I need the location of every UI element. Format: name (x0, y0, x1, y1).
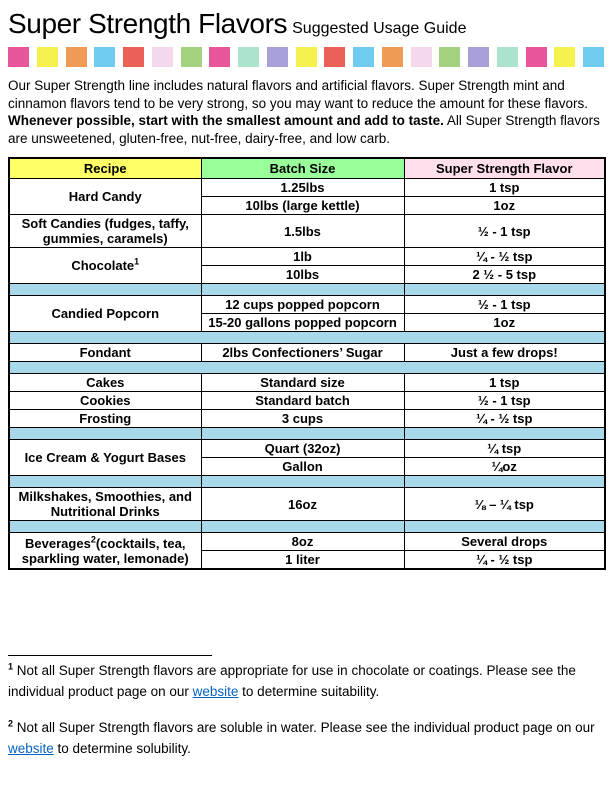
flavor-cell: 2 ½ - 5 tsp (404, 266, 605, 284)
flavor-cell: ¼ - ½ tsp (404, 551, 605, 570)
recipe-cell (9, 215, 201, 248)
batch-cell: 2lbs Confectioners’ Sugar (201, 344, 404, 362)
footnote-2-marker: 2 (8, 718, 14, 729)
batch-cell: 1 liter (201, 551, 404, 570)
usage-table (8, 157, 606, 570)
flavor-cell: ½ - 1 tsp (404, 392, 605, 410)
footnote-ref-2: 2 (90, 534, 96, 545)
separator-row (9, 476, 605, 488)
color-strip-square (468, 47, 489, 67)
recipe-cell (9, 179, 201, 215)
batch-cell: 1lb (201, 248, 404, 266)
separator-cell (201, 521, 404, 533)
recipe-label: Beverages (25, 535, 91, 551)
color-strip-square (411, 47, 432, 67)
separator-cell (404, 428, 605, 440)
separator-row (9, 284, 605, 296)
color-strip-square (439, 47, 460, 67)
batch-cell: Gallon (201, 458, 404, 476)
separator-cell (201, 284, 404, 296)
recipe-label: Frosting (79, 411, 132, 426)
table-row (9, 410, 605, 428)
separator-row (9, 428, 605, 440)
separator-cell (9, 521, 201, 533)
color-strip-square (8, 47, 29, 67)
table-row (9, 533, 605, 551)
separator-cell (9, 284, 201, 296)
separator-row (9, 332, 605, 344)
separator-cell (404, 284, 605, 296)
color-strip-square (267, 47, 288, 67)
separator-cell (9, 362, 605, 374)
footnote-2-text-after: to determine solubility. (53, 740, 191, 756)
footnote-1-text-before: Not all Super Strength flavors are appropriate for use in chocolate or coatings. Please see the individual product page on our (8, 663, 576, 699)
flavor-cell: 1 tsp (404, 374, 605, 392)
column-header-recipe: Recipe (9, 158, 201, 179)
color-strip-square (238, 47, 259, 67)
recipe-label: Ice Cream & Yogurt Bases (24, 450, 186, 465)
batch-cell: 8oz (201, 533, 404, 551)
color-strip-square (66, 47, 87, 67)
website-link[interactable]: website (8, 740, 54, 756)
table-row (9, 215, 605, 248)
separator-cell (9, 428, 201, 440)
color-strip-square (296, 47, 317, 67)
website-link[interactable]: website (192, 683, 239, 699)
batch-cell: 15-20 gallons popped popcorn (201, 314, 404, 332)
recipe-label: Soft Candies (fudges, taffy, gummies, caramels) (21, 216, 189, 246)
intro-text-bold: Whenever possible, start with the smallest amount and add to taste. (8, 113, 444, 128)
flavor-cell: 1oz (404, 314, 605, 332)
batch-cell: Standard batch (201, 392, 404, 410)
footnote-separator-line (8, 655, 212, 656)
flavor-cell: ⅛ – ¼ tsp (404, 488, 605, 521)
footnote-1-text-after: to determine suitability. (238, 683, 380, 699)
color-strip-square (382, 47, 403, 67)
color-strip-square (209, 47, 230, 67)
recipe-cell (9, 296, 201, 332)
flavor-cell: ¼oz (404, 458, 605, 476)
color-strip-square (583, 47, 604, 67)
batch-cell: 10lbs (large kettle) (201, 197, 404, 215)
color-strip-square (94, 47, 115, 67)
batch-cell: 1.5lbs (201, 215, 404, 248)
flavor-cell: ¼ - ½ tsp (404, 248, 605, 266)
separator-row (9, 362, 605, 374)
color-strip-square (123, 47, 144, 67)
footnote-1-marker: 1 (8, 661, 14, 672)
color-strip-square (497, 47, 518, 67)
recipe-label: Fondant (79, 345, 131, 360)
recipe-label-detail: (cocktails, tea, sparkling water, lemonade) (21, 535, 189, 566)
batch-cell: 10lbs (201, 266, 404, 284)
intro-text-before: Our Super Strength line includes natural flavors and artificial flavors. Super Strength mint and cinnamon flavors tend to be very strong, so you may want to reduce the amount for these flavors. (8, 78, 589, 111)
recipe-cell (9, 533, 201, 570)
title-text: Super Strength Flavors (8, 8, 288, 39)
table-row (9, 248, 605, 266)
recipe-cell (9, 392, 201, 410)
intro-paragraph (8, 77, 604, 147)
footnotes-section (8, 655, 596, 775)
color-strip-square (37, 47, 58, 67)
batch-cell: Standard size (201, 374, 404, 392)
recipe-cell (9, 248, 201, 284)
separator-cell (9, 476, 201, 488)
recipe-cell (9, 488, 201, 521)
color-strip-square (181, 47, 202, 67)
flavor-cell: Just a few drops! (404, 344, 605, 362)
recipe-cell (9, 440, 201, 476)
footnote-2-text-before: Not all Super Strength flavors are soluble in water. Please see the individual product page on our (13, 720, 595, 735)
table-row (9, 440, 605, 458)
recipe-label: Cookies (79, 393, 131, 408)
color-strip (8, 47, 604, 67)
separator-cell (9, 332, 605, 344)
page-title (8, 8, 604, 40)
table-row (9, 374, 605, 392)
separator-row (9, 521, 605, 533)
separator-cell (404, 476, 605, 488)
flavor-cell: 1oz (404, 197, 605, 215)
recipe-label: Hard Candy (68, 189, 142, 204)
flavor-cell: ½ - 1 tsp (404, 215, 605, 248)
table-row (9, 392, 605, 410)
recipe-cell (9, 344, 201, 362)
flavor-cell: ¼ - ½ tsp (404, 410, 605, 428)
column-header-flavor: Super Strength Flavor (404, 158, 605, 179)
flavor-cell: ½ - 1 tsp (404, 296, 605, 314)
recipe-label: Milkshakes, Smoothies, and Nutritional Drinks (18, 489, 192, 519)
batch-cell: 3 cups (201, 410, 404, 428)
table-header-row (9, 158, 605, 179)
table-row (9, 296, 605, 314)
recipe-cell (9, 374, 201, 392)
flavor-cell: ¼ tsp (404, 440, 605, 458)
color-strip-square (324, 47, 345, 67)
column-header-batch-size: Batch Size (201, 158, 404, 179)
recipe-label: Candied Popcorn (51, 306, 160, 321)
intro-text-after: All Super Strength flavors are unsweetened, gluten-free, nut-free, dairy-free, and low carb. (8, 113, 600, 146)
batch-cell: Quart (32oz) (201, 440, 404, 458)
color-strip-square (554, 47, 575, 67)
batch-cell: 1.25lbs (201, 179, 404, 197)
table-row (9, 344, 605, 362)
recipe-label: Cakes (86, 375, 125, 390)
table-row (9, 179, 605, 197)
table-row (9, 488, 605, 521)
flavor-cell: Several drops (404, 533, 605, 551)
footnote-2 (8, 718, 596, 759)
separator-cell (404, 521, 605, 533)
separator-cell (201, 476, 404, 488)
footnote-1 (8, 661, 596, 702)
recipe-cell (9, 410, 201, 428)
recipe-label: Chocolate (71, 258, 135, 273)
color-strip-square (526, 47, 547, 67)
subtitle-text: Suggested Usage Guide (292, 20, 467, 37)
color-strip-square (353, 47, 374, 67)
color-strip-square (152, 47, 173, 67)
footnote-ref-1: 1 (134, 256, 140, 267)
batch-cell: 12 cups popped popcorn (201, 296, 404, 314)
batch-cell: 16oz (201, 488, 404, 521)
flavor-cell: 1 tsp (404, 179, 605, 197)
separator-cell (201, 428, 404, 440)
